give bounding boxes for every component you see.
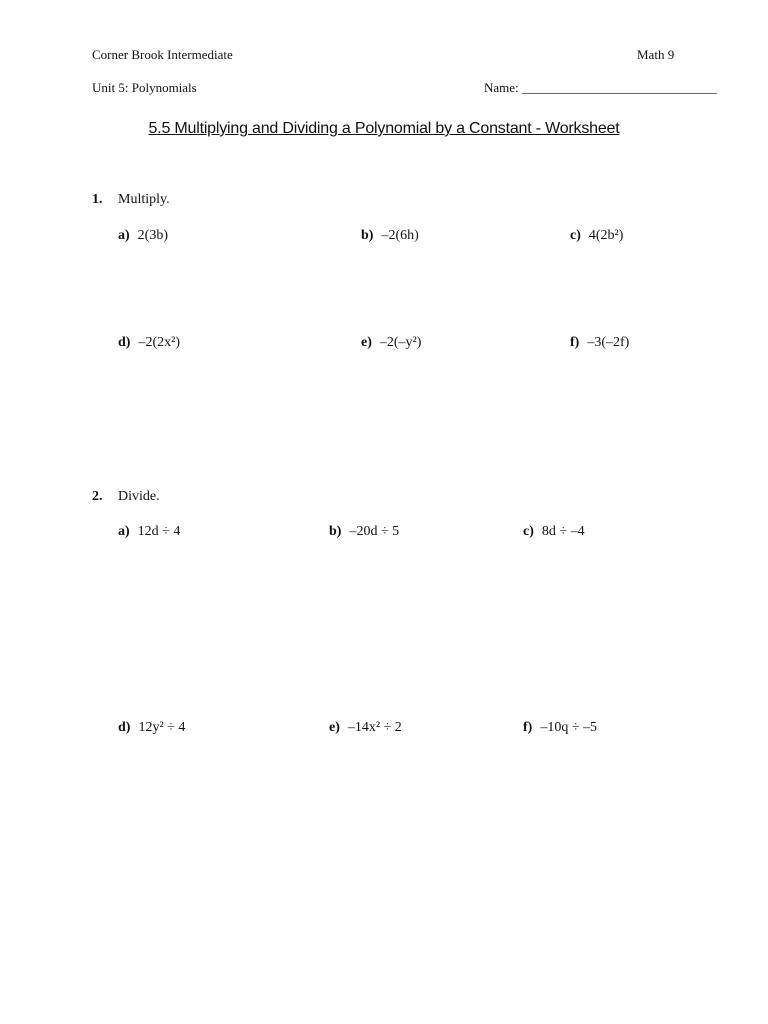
problem-expression: –2(–y²) bbox=[379, 335, 422, 350]
problem-label: f) bbox=[570, 335, 580, 350]
problem-label: c) bbox=[570, 228, 581, 243]
problem-expression: –10q ÷ –5 bbox=[540, 720, 598, 735]
problem-expression: –3(–2f) bbox=[587, 335, 630, 350]
problem-label: e) bbox=[329, 720, 340, 735]
problem-label: c) bbox=[523, 524, 534, 539]
question-1-number: 1. bbox=[92, 192, 103, 207]
problem-label: d) bbox=[118, 335, 131, 350]
q2-problem-c bbox=[523, 524, 585, 540]
problem-label: f) bbox=[523, 720, 533, 735]
q1-problem-b bbox=[361, 228, 419, 244]
problem-expression: –2(2x²) bbox=[138, 335, 180, 350]
problem-expression: 2(3b) bbox=[137, 228, 168, 243]
question-1-instruction: Multiply. bbox=[118, 192, 170, 207]
problem-expression: 4(2b²) bbox=[588, 228, 624, 243]
q2-problem-d bbox=[118, 720, 185, 736]
course-name: Math 9 bbox=[637, 47, 675, 62]
q2-problem-e bbox=[329, 720, 402, 736]
question-2-number: 2. bbox=[92, 489, 103, 504]
q1-problem-a bbox=[118, 228, 168, 244]
school-name: Corner Brook Intermediate bbox=[92, 47, 233, 62]
q1-problem-e bbox=[361, 335, 421, 351]
problem-expression: –2(6h) bbox=[381, 228, 419, 243]
problem-expression: 12d ÷ 4 bbox=[137, 524, 181, 539]
q1-problem-f bbox=[570, 335, 629, 351]
problem-label: d) bbox=[118, 720, 131, 735]
q2-problem-b bbox=[329, 524, 399, 540]
problem-expression: 12y² ÷ 4 bbox=[138, 720, 186, 735]
question-2-instruction: Divide. bbox=[118, 489, 160, 504]
problem-label: b) bbox=[361, 228, 374, 243]
problem-expression: 8d ÷ –4 bbox=[541, 524, 585, 539]
q1-problem-d bbox=[118, 335, 180, 351]
q2-problem-f bbox=[523, 720, 597, 736]
problem-expression: –14x² ÷ 2 bbox=[347, 720, 402, 735]
name-field[interactable]: Name: ______________________________ bbox=[484, 80, 717, 95]
problem-label: e) bbox=[361, 335, 372, 350]
problem-label: a) bbox=[118, 228, 130, 243]
q2-problem-a bbox=[118, 524, 180, 540]
unit-label: Unit 5: Polynomials bbox=[92, 80, 197, 95]
q1-problem-c bbox=[570, 228, 623, 244]
worksheet-title: 5.5 Multiplying and Dividing a Polynomial by a Constant - Worksheet bbox=[148, 120, 620, 137]
problem-label: a) bbox=[118, 524, 130, 539]
problem-expression: –20d ÷ 5 bbox=[349, 524, 400, 539]
problem-label: b) bbox=[329, 524, 342, 539]
